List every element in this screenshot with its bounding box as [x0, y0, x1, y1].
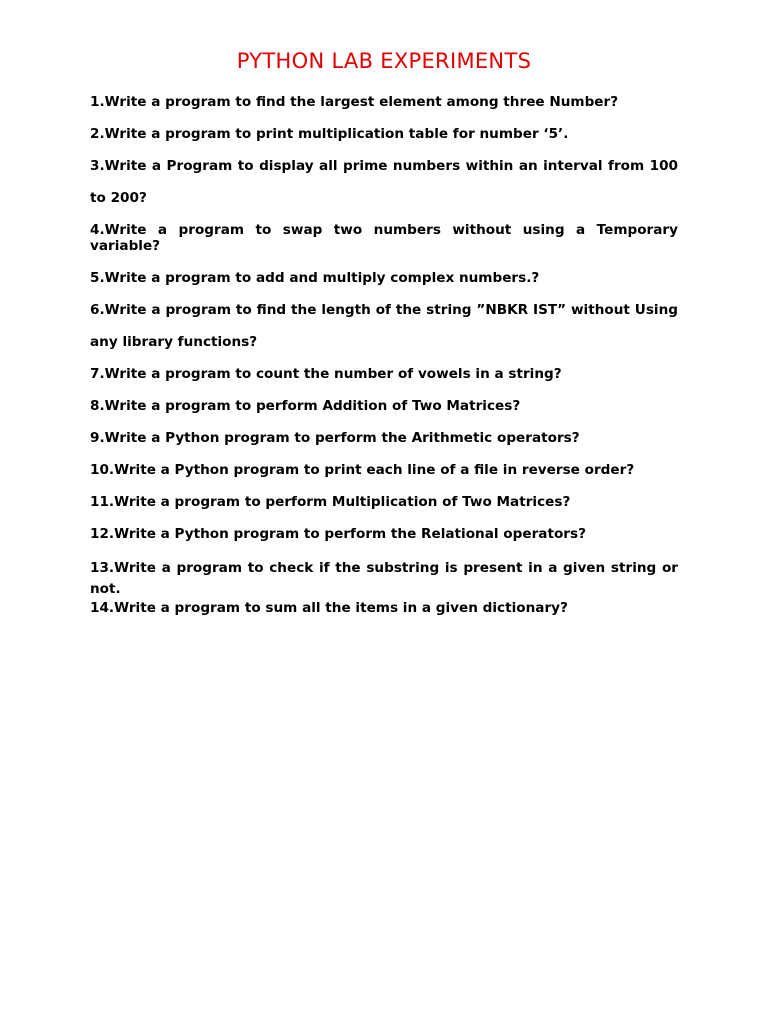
experiment-item-3: 3.Write a Program to display all prime numbers within an interval from 100 to 200?: [90, 158, 678, 206]
experiment-item-8: 8.Write a program to perform Addition of Two Matrices?: [90, 398, 521, 414]
page-title: PYTHON LAB EXPERIMENTS: [236, 49, 532, 73]
experiment-item-7: 7.Write a program to count the number of vowels in a string?: [90, 366, 562, 382]
experiment-item-12: 12.Write a Python program to perform the Relational operators?: [90, 526, 586, 542]
experiment-item-11: 11.Write a program to perform Multiplication of Two Matrices?: [90, 494, 571, 510]
experiment-list: [90, 94, 678, 616]
experiment-item-5: 5.Write a program to add and multiply complex numbers.?: [90, 270, 540, 286]
experiment-item-2: 2.Write a program to print multiplication table for number ‘5’.: [90, 126, 569, 142]
experiment-item-14: 14.Write a program to sum all the items in a given dictionary?: [90, 600, 568, 616]
experiment-item-1: 1.Write a program to find the largest element among three Number?: [90, 94, 619, 110]
experiment-item-9: 9.Write a Python program to perform the Arithmetic operators?: [90, 430, 580, 446]
experiment-item-6: 6.Write a program to find the length of the string ”NBKR IST” without Using any library functions?: [90, 302, 678, 350]
experiment-item-10: 10.Write a Python program to print each line of a file in reverse order?: [90, 462, 635, 478]
experiment-item-13: 13.Write a program to check if the substring is present in a given string or not.: [90, 560, 678, 597]
experiment-item-4: 4.Write a program to swap two numbers without using a Temporary variable?: [90, 222, 678, 254]
